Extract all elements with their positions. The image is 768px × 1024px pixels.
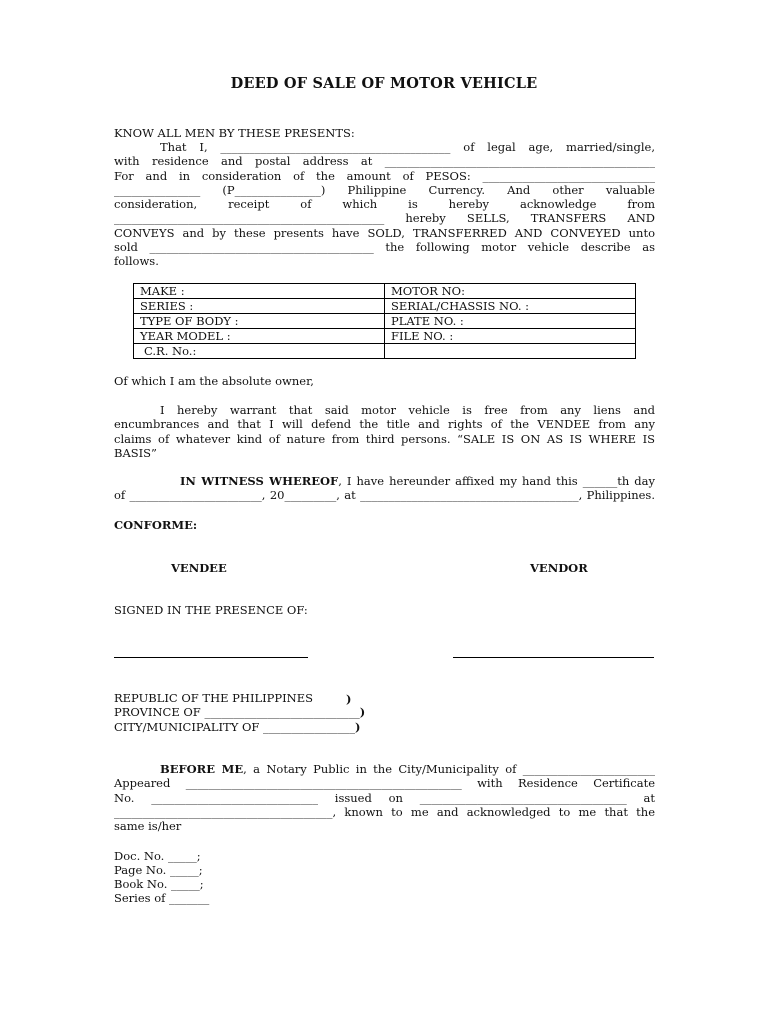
table-row [134,344,636,359]
witness-line [114,474,655,488]
warranty-line: encumbrances and that I will defend the title and rights of the VENDEE from any [114,417,655,432]
city-text: CITY/MUNICIPALITY OF ________________ [114,720,356,734]
vehicle-details-table [133,283,636,359]
intro-paragraph [114,140,655,269]
intro-line: That I, ________________________________________ of legal age, married/single, [160,140,655,154]
intro-line: _______________ (P_______________) Philippine Currency. And other valuable [114,182,655,197]
notary-line-4: ______________________________________, known to me and acknowledged to me that the [114,804,655,819]
intro-line: with residence and postal address at _______________________________________________ [114,154,655,169]
intro-line: sold _______________________________________ the following motor vehicle describe as [114,240,655,255]
signed-presence-heading: SIGNED IN THE PRESENCE OF: [114,603,308,617]
table-row [134,329,636,344]
intro-line: CONVEYS and by these presents have SOLD, TRANSFERRED AND CONVEYED unto [114,225,655,240]
warranty-line: claims of whatever kind of nature from third persons. “SALE IS ON AS IS WHERE IS [114,431,655,446]
doc-no: Doc. No. _____; [114,849,201,863]
warranty-line: BASIS” [114,445,157,460]
province-line [114,705,365,719]
warranty-line: I hereby warrant that said motor vehicle is free from any liens and [160,403,655,417]
series-cell: SERIES : [134,299,385,314]
city-paren: ) [355,720,361,734]
empty-cell [385,344,636,359]
notary-line-2: Appeared ________________________________________________ with Residence Certificate [114,776,655,791]
file-no-cell: FILE NO. : [385,329,636,344]
type-of-body-cell: TYPE OF BODY : [134,314,385,329]
city-line [114,720,361,734]
table-row [134,299,636,314]
page-no: Page No. _____; [114,863,203,877]
conforme-heading: CONFORME: [114,518,198,532]
intro-line: For and in consideration of the amount of PESOS: ______________________________ [114,168,655,183]
witness-paragraph [114,474,655,503]
year-model-cell: YEAR MODEL : [134,329,385,344]
document-title: DEED OF SALE OF MOTOR VEHICLE [230,75,538,92]
province-text: PROVINCE OF ___________________________ [114,705,360,719]
book-no: Book No. _____; [114,877,204,891]
witness-line-2: of _______________________, 20_________, at ______________________________________, Philippines. [114,488,655,503]
serial-chassis-cell: SERIAL/CHASSIS NO. : [385,299,636,314]
intro-line: follows. [114,254,159,269]
province-paren: ) [359,705,366,719]
witness-signature-line-1 [114,657,308,658]
cr-no-cell: C.R. No.: [134,344,385,359]
vendor-label: VENDOR [530,561,588,575]
notary-rest: , a Notary Public in the City/Municipality of _______________________ [243,762,655,776]
intro-heading: KNOW ALL MEN BY THESE PRESENTS: [114,126,355,140]
motor-no-cell: MOTOR NO: [385,284,636,299]
notary-line-5: same is/her [114,819,182,834]
table-row [134,284,636,299]
notary-bold: BEFORE ME [160,762,244,776]
intro-line: _______________________________________________ hereby SELLS, TRANSFERS AND [114,211,655,226]
witness-rest: , I have hereunder affixed my hand this ______th day [338,474,656,488]
notary-line [114,762,655,776]
republic-line: REPUBLIC OF THE PHILIPPINES [114,691,314,705]
series-of: Series of _______ [114,891,210,905]
witness-bold: IN WITNESS WHEREOF [180,474,339,488]
notary-line-3: No. _____________________________ issued on ____________________________________ at [114,790,655,805]
republic-paren: ) [346,692,352,706]
make-cell: MAKE : [134,284,385,299]
table-row [134,314,636,329]
owner-statement: Of which I am the absolute owner, [114,374,314,388]
plate-no-cell: PLATE NO. : [385,314,636,329]
witness-signature-line-2 [453,657,654,658]
intro-line: consideration, receipt of which is hereby acknowledge from [114,197,655,212]
warranty-paragraph [114,403,655,460]
notary-paragraph [114,762,655,833]
vendee-label: VENDEE [171,561,227,575]
